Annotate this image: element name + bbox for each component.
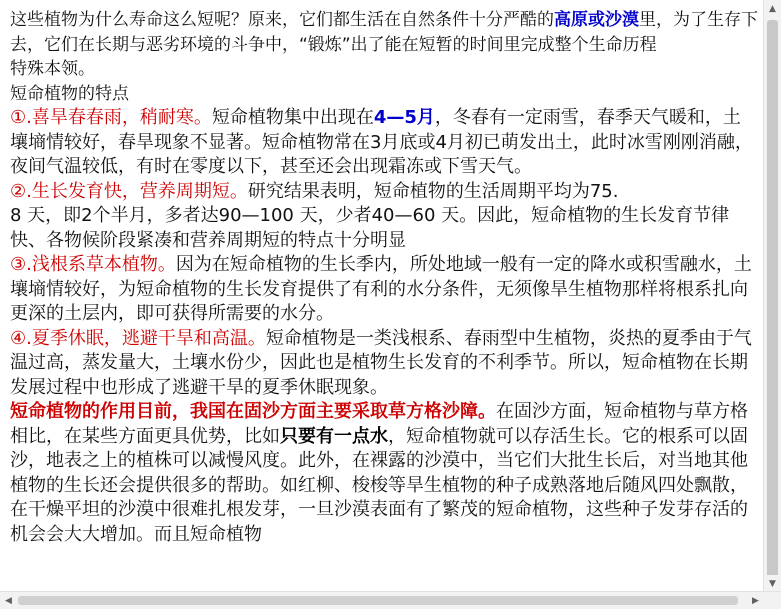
intro-paragraph: [10, 8, 758, 57]
feature-2-text-rest: 8 天，即2个半月，多者达90—100 天，少者40—60 天。因此，短命植物的生长发育节律快、各物候阶段紧凑和营养周期短的特点十分明显: [10, 205, 730, 251]
feature-3-title: ③.浅根系草本植物。: [10, 254, 176, 275]
intro-text-rest: 里，为了生存下去，它们在长期与恶劣环境的斗争中，“锻炼”出了能在短暂的时间里完成整个生命历程: [10, 10, 758, 55]
scroll-up-icon[interactable]: ▲: [764, 0, 781, 17]
feature-2-title: ②.生长发育快，营养周期短。: [10, 180, 248, 202]
intro-paragraph-end: 特殊本领。: [10, 59, 95, 79]
section-heading: 短命植物的特点: [10, 83, 129, 104]
feature-3-text: 因为在短命植物的生长季内，所处地域一般有一定的降水或积雪融水，土壤墒情较好，为短命植物的生长发育提供了有利的水分条件，无须像旱生植物那样将根系扎向更深的土层内，即可获得所需要的水分。: [10, 254, 752, 324]
intro-text: 这些植物为什么寿命这么短呢？原来，它们都生活在自然条件十分严酷的: [10, 10, 554, 30]
article-body: [10, 8, 758, 547]
feature-paragraph-2: [10, 180, 758, 254]
horizontal-scrollbar[interactable]: [0, 591, 781, 609]
feature-4-title: ④.夏季休眠，逃避干旱和高温。: [10, 327, 266, 349]
feature-paragraph-1: [10, 106, 758, 180]
feature-1-highlight: 4—5月: [373, 107, 435, 128]
scroll-down-icon[interactable]: ▼: [764, 575, 781, 592]
vertical-scrollbar[interactable]: [763, 0, 781, 592]
function-text: 在固沙方面，短命植物与草方格相比，在某些方面更具优势，比如: [10, 401, 748, 447]
scroll-left-icon[interactable]: ◀: [5, 595, 12, 606]
feature-2-text: 研究结果表明，短命植物的生活周期平均为75.: [247, 180, 619, 202]
feature-4-text: 短命植物是一类浅根系、春雨型中生植物，炎热的夏季由于气温过高，蒸发量大，土壤水份少，因此也是植物生长发育的不利季节。所以，短命植物在长期发展过程中也形成了逃避干旱的夏季休眠现象。: [10, 327, 752, 398]
intro-highlight: 高原或沙漠: [554, 10, 639, 30]
feature-1-text-rest: ，冬春有一定雨雪，春季天气暖和，土壤墒情较好，春旱现象不显著。短命植物常在3月底或4月初已萌发出土，此时冰雪刚刚消融，夜间气温较低，有时在零度以下，甚至还会出现霜冻或下雪天气。: [10, 107, 753, 177]
feature-1-title: ①.喜旱春春雨，稍耐寒。: [10, 107, 212, 128]
feature-1-text: 短命植物集中出现在: [211, 107, 374, 128]
vertical-scroll-thumb[interactable]: [767, 20, 778, 580]
feature-paragraph-4: [10, 327, 758, 401]
function-text-rest: ，短命植物就可以存活生长。它的根系可以固沙，地表之上的植株可以减慢风度。此外，在裸露的沙漠中，当它们大批生长后，对当地其他植物的生长还会提供很多的帮助。如红柳、梭梭等旱生植物的种子成熟落地后随风四处飘散，在干燥平坦的沙漠中很难扎根发芽，一旦沙漠表面有了繁茂的短命植物，这些种子发芽存活的机会会大大增加。而且短命植物: [10, 425, 748, 545]
function-paragraph: [10, 400, 758, 547]
function-title: 短命植物的作用目前，我国在固沙方面主要采取草方格沙障。: [10, 401, 496, 422]
function-highlight: 只要有一点水: [280, 425, 388, 447]
horizontal-scroll-thumb[interactable]: [18, 596, 738, 605]
scroll-right-icon[interactable]: ▶: [752, 595, 759, 606]
feature-paragraph-3: [10, 253, 758, 327]
